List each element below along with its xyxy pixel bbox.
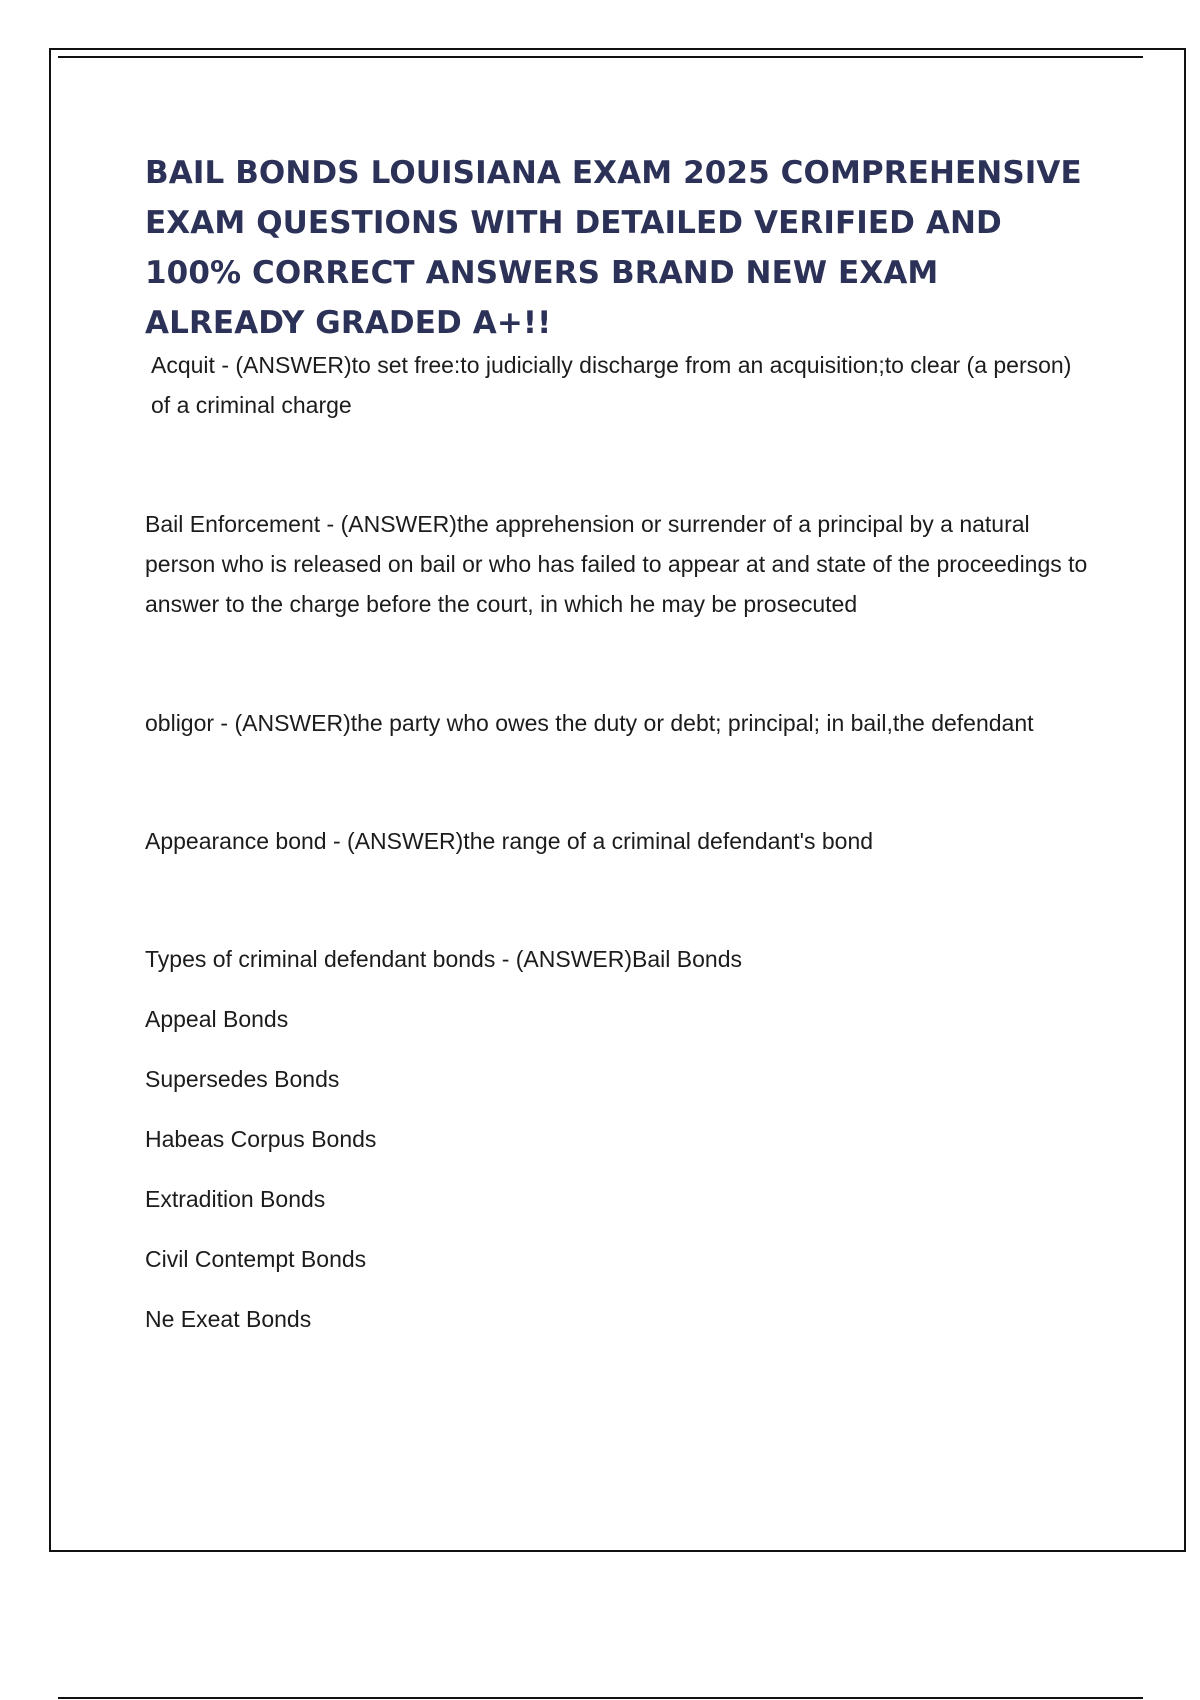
document-body xyxy=(145,148,1095,1339)
entry-spacer xyxy=(145,425,1095,504)
entry-acquit: Acquit - (ANSWER)to set free:to judicially discharge from an acquisition;to clear (a person) of a criminal charge xyxy=(151,352,1072,418)
entry-appearance-bond: Appearance bond - (ANSWER)the range of a criminal defendant's bond xyxy=(145,828,874,854)
entry-spacer xyxy=(145,861,1095,939)
entry-spacer xyxy=(145,624,1095,703)
bond-types-list xyxy=(145,999,1095,1339)
entry-obligor: obligor - (ANSWER)the party who owes the duty or debt; principal; in bail,the defendant xyxy=(145,710,1034,736)
list-item: Extradition Bonds xyxy=(145,1186,326,1212)
document-title: BAIL BONDS LOUISIANA EXAM 2025 COMPREHENSIVE EXAM QUESTIONS WITH DETAILED VERIFIED AND 100% CORRECT ANSWERS BRAND NEW EXAM ALREADY GRADED A+!! xyxy=(145,155,1082,341)
list-item: Ne Exeat Bonds xyxy=(145,1306,312,1332)
list-item: Supersedes Bonds xyxy=(145,1066,340,1092)
list-item: Appeal Bonds xyxy=(145,1006,289,1032)
next-page-rule xyxy=(58,1697,1143,1699)
list-item: Habeas Corpus Bonds xyxy=(145,1126,377,1152)
entry-bail-enforcement: Bail Enforcement - (ANSWER)the apprehension or surrender of a principal by a natural person who is released on bail or who has failed to appear at and state of the proceedings to answer to the charge before the court, in which he may be prosecuted xyxy=(145,511,1088,617)
entry-types-of-bonds: Types of criminal defendant bonds - (ANSWER)Bail Bonds xyxy=(145,946,742,972)
list-item: Civil Contempt Bonds xyxy=(145,1246,367,1272)
entry-spacer xyxy=(145,743,1095,821)
header-rule xyxy=(58,56,1143,58)
